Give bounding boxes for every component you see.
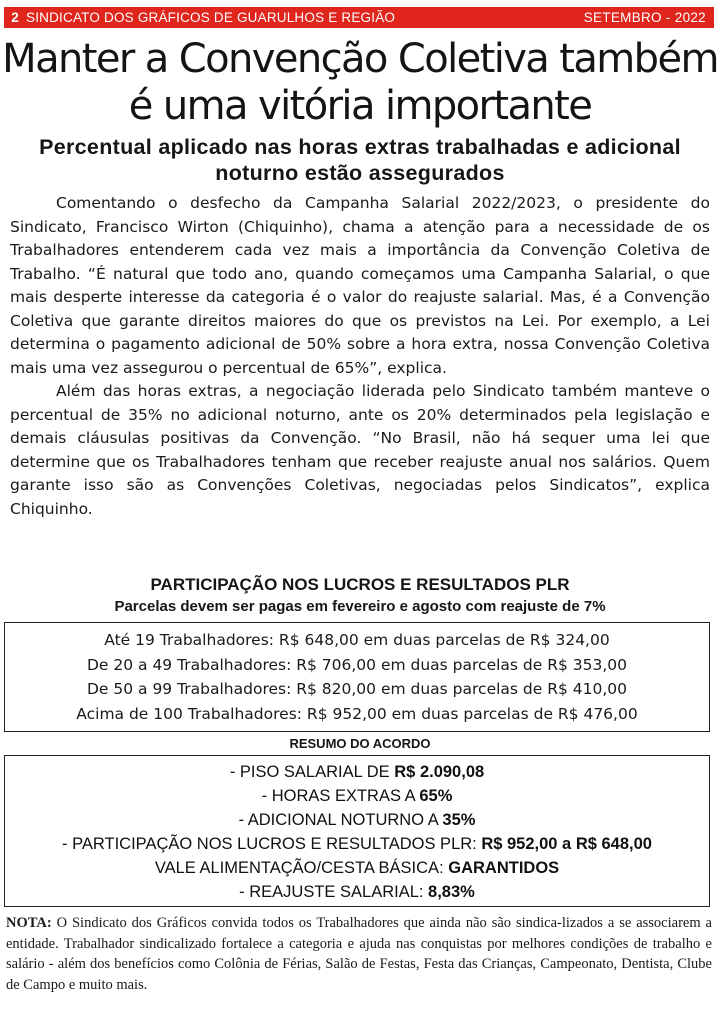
resumo-item-value: 35% bbox=[442, 811, 476, 829]
resumo-item-label: - HORAS EXTRAS A bbox=[261, 787, 420, 805]
nota-text: O Sindicato dos Gráficos convida todos os Trabalhadores que ainda não são sindica-lizados a se associarem a entidade. Trabalhador sindicalizado fortalece a categoria e ajuda nas conquistas por melhores condições de trabalho e salário - além dos benefícios como Colônia de Férias, Salão de Festas, Festa das Crianças, Campeonato, Dentista, Clube de Campo e muito mais. bbox=[6, 915, 712, 993]
plr-line: De 50 a 99 Trabalhadores: R$ 820,00 em duas parcelas de R$ 410,00 bbox=[86, 680, 628, 698]
article-paragraph: Além das horas extras, a negociação liderada pelo Sindicato também manteve o percentual de 35% no adicional noturno, ante os 20% determinados pela legislação e demais cláusulas positivas da Convenção. “No Brasil, não há sequer uma lei que determine que os Trabalhadores tenham que receber reajuste anual nos salários. Quem garante isso são as Convenções Coletivas, negociadas pelos Sindicatos”, explica Chiquinho. bbox=[10, 382, 710, 518]
plr-box bbox=[4, 622, 710, 732]
resumo-item bbox=[5, 784, 709, 808]
resumo-item bbox=[5, 760, 709, 784]
nota-section bbox=[6, 913, 712, 995]
plr-line: De 20 a 49 Trabalhadores: R$ 706,00 em duas parcelas de R$ 353,00 bbox=[86, 655, 628, 674]
resumo-item bbox=[5, 808, 709, 832]
page-number: 2 bbox=[11, 10, 19, 25]
resumo-item-value: R$ 2.090,08 bbox=[394, 763, 485, 781]
resumo-item-label: VALE ALIMENTAÇÃO/CESTA BÁSICA: bbox=[154, 859, 449, 877]
resumo-item-label: - ADICIONAL NOTURNO A bbox=[238, 811, 443, 829]
article-title: Manter a Convenção Coletiva também é uma vitória importante bbox=[2, 36, 718, 129]
issue-date: SETEMBRO - 2022 bbox=[583, 10, 706, 25]
resumo-item-value: R$ 952,00 a R$ 648,00 bbox=[481, 835, 652, 853]
resumo-item-label: - PISO SALARIAL DE bbox=[229, 763, 395, 781]
plr-line: Acima de 100 Trabalhadores: R$ 952,00 em duas parcelas de R$ 476,00 bbox=[76, 704, 638, 723]
organization-name: SINDICATO DOS GRÁFICOS DE GUARULHOS E REGIÃO bbox=[26, 10, 396, 25]
plr-line: Até 19 Trabalhadores: R$ 648,00 em duas parcelas de R$ 324,00 bbox=[104, 631, 610, 649]
resumo-box bbox=[4, 755, 710, 907]
resumo-item-value: 8,83% bbox=[428, 883, 475, 901]
header-bar bbox=[4, 7, 714, 28]
resumo-item-label: - REAJUSTE SALARIAL: bbox=[239, 883, 429, 901]
resumo-item bbox=[5, 832, 709, 856]
resumo-title: RESUMO DO ACORDO bbox=[289, 736, 431, 751]
nota-label: NOTA: bbox=[6, 915, 52, 931]
article-paragraph: Comentando o desfecho da Campanha Salarial 2022/2023, o presidente do Sindicato, Francisco Wirton (Chiquinho), chama a atenção para a necessidade de os Trabalhadores entenderem cada vez mais a importância da Convenção Coletiva de Trabalho. “É natural que todo ano, quando começamos uma Campanha Salarial, o que mais desperte interesse da categoria é o valor do reajuste salarial. Mas, é a Convenção Coletiva que garante direitos maiores do que os previstos na Lei. Por exemplo, a Lei determina o pagamento adicional de 50% sobre a hora extra, nossa Convenção Coletiva mais uma vez assegurou o percentual de 65%”, explica. bbox=[10, 194, 710, 377]
resumo-item-label: - PARTICIPAÇÃO NOS LUCROS E RESULTADOS PLR: bbox=[62, 835, 482, 853]
resumo-item-value: 65% bbox=[419, 787, 453, 805]
article-subtitle: Percentual aplicado nas horas extras trabalhadas e adicional noturno estão assegurados bbox=[39, 135, 681, 185]
resumo-item-value: GARANTIDOS bbox=[448, 859, 560, 877]
plr-title: PARTICIPAÇÃO NOS LUCROS E RESULTADOS PLR bbox=[150, 575, 570, 594]
plr-subtitle: Parcelas devem ser pagas em fevereiro e agosto com reajuste de 7% bbox=[114, 598, 606, 615]
article-body bbox=[10, 192, 710, 521]
resumo-item bbox=[5, 880, 709, 904]
resumo-item bbox=[5, 856, 709, 880]
